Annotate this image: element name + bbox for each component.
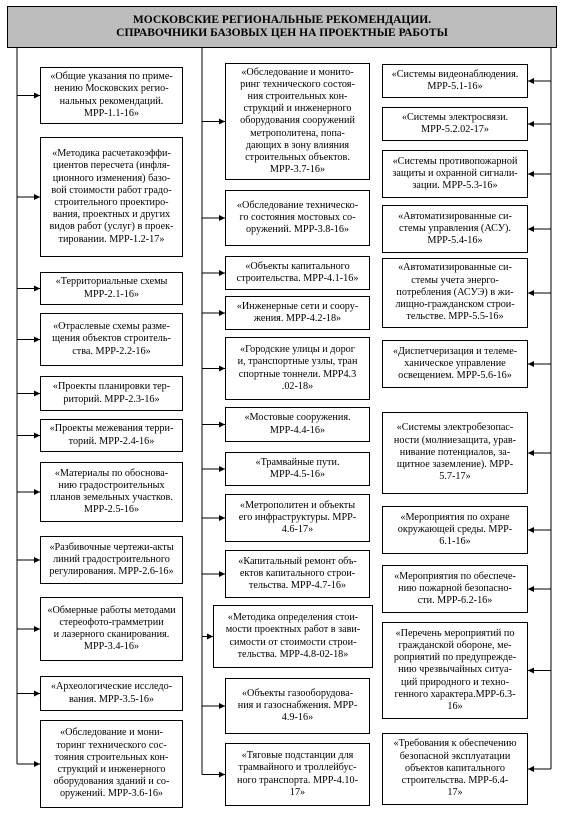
col2-box-9: «Капитальный ремонт объ- ектов капитального строи- тельства. МРР-4.7-16»	[225, 550, 370, 598]
header-title-line2: СПРАВОЧНИКИ БАЗОВЫХ ЦЕН НА ПРОЕКТНЫЕ РАБОТЫ	[116, 27, 448, 39]
arrow-col3-1	[528, 78, 534, 84]
col2-box-4: «Инженерные сети и соору- жения. МРР-4.2-18»	[225, 296, 370, 330]
col1-box-1: «Общие указания по приме- нению Московских регио- нальных рекомендаций. МРР-1.1-16»	[40, 67, 183, 124]
col3-box-10: «Перечень мероприятий по гражданской обороне, ме- роприятий по предупрежде- нию чрезвычайных ситуа- ций природного и техно- генного характера.МРР-6.3- 16»	[382, 622, 528, 719]
col2-box-12: «Тяговые подстанции для трамвайного и троллейбус- ного транспорта. МРР-4.10- 17»	[225, 743, 370, 806]
arrow-col3-4	[528, 226, 534, 232]
arrow-col3-7	[528, 450, 534, 456]
col2-box-3: «Объекты капитального строительства. МРР-4.1-16»	[225, 256, 370, 290]
arrow-col3-9	[528, 586, 534, 592]
col2-box-1: «Обследование и монито- ринг технического состоя- ния строительных кон- струкций и инженерного оборудования сооружений метрополитена, попа- дающих в зону влияния строительных объектов. МРР-3.7-16»	[225, 63, 370, 180]
col2-box-6: «Мостовые сооружения. МРР-4.4-16»	[225, 407, 370, 442]
col1-box-2: «Методика расчетакоэффи- циентов пересчета (инфля- ционного изменения) базо- вой стоимости работ градо- строительного проектиро- вания, проектных и других видов работ (услуг) в проек- тировании. МРР-1.2-17»	[40, 137, 183, 257]
col2-box-8: «Метрополитен и объекты его инфраструктуры. МРР- 4.6-17»	[225, 494, 370, 542]
col1-box-3: «Территориальные схемы МРР-2.1-16»	[40, 272, 183, 305]
col1-box-7: «Материалы по обоснова- нию градостроительных планов земельных участков. МРР-2.5-16»	[40, 462, 183, 522]
arrow-col3-10	[528, 668, 534, 674]
col1-box-5: «Проекты планировки тер- риторий. МРР-2.3-16»	[40, 376, 183, 411]
arrow-col3-5	[528, 290, 534, 296]
col3-box-8: «Мероприятия по охране окружающей среды. МРР- 6.1-16»	[382, 506, 528, 554]
header-title-line1: МОСКОВСКИЕ РЕГИОНАЛЬНЫЕ РЕКОМЕНДАЦИИ.	[132, 14, 432, 26]
col3-box-6: «Диспетчеризация и телеме- ханическое управление освещением. МРР-5.6-16»	[382, 340, 528, 388]
col3-box-4: «Автоматизированные си- стемы управления (АСУ). МРР-5.4-16»	[382, 205, 528, 253]
arrow-col3-8	[528, 527, 534, 533]
col1-box-10: «Археологические исследо- вания. МРР-3.5-16»	[40, 676, 183, 711]
col3-box-7: «Системы электробезопас- ности (молниезащита, урав- нивание потенциалов, за- щитное заземление). МРР- 5.7-17»	[382, 412, 528, 494]
col2-box-7: «Трамвайные пути. МРР-4.5-16»	[225, 452, 370, 486]
col3-box-5: «Автоматизированные си- стемы учета энерго- потребления (АСУЭ) в жи- лищно-гражданском строи- тельстве. МРР-5.5-16»	[382, 258, 528, 328]
col1-box-8: «Разбивочные чертежи-акты линий градостроительного регулирования. МРР-2.6-16»	[40, 536, 183, 584]
col3-box-3: «Системы противопожарной защиты и охранной сигнали- зации. МРР-5.3-16»	[382, 150, 528, 198]
col1-box-6: «Проекты межевания терри- торий. МРР-2.4-16»	[40, 419, 183, 452]
header-box	[7, 6, 557, 48]
arrow-col3-11	[528, 766, 534, 772]
col3-box-11: «Требования к обеспечению безопасной эксплуатации объектов капитального строительства. МРР-6.4- 17»	[382, 733, 528, 805]
arrow-col3-6	[528, 361, 534, 367]
col1-box-11: «Обследование и мони- торинг технического сос- тояния строительных кон- струкций и инженерного оборудования зданий и со- оружений. МРР-3.6-16»	[40, 720, 183, 808]
col1-box-9: «Обмерные работы методами стереофото-грамметрии и лазерного сканирования. МРР-3.4-16»	[40, 597, 183, 661]
arrow-col3-3	[528, 171, 534, 177]
col3-box-1: «Системы видеонаблюдения. МРР-5.1-16»	[382, 64, 528, 98]
col2-box-10: «Методика определения стои- мости проектных работ в зави- симости от стоимости строи- тельства. МРР-4.8-02-18»	[213, 605, 373, 668]
col2-box-11: «Объекты газооборудова- ния и газоснабжения. МРР- 4.9-16»	[225, 678, 370, 734]
col3-box-9: «Мероприятия по обеспече- нию пожарной безопасно- сти. МРР-6.2-16»	[382, 565, 528, 613]
col2-box-2: «Обследование техническо- го состояния мостовых со- оружений. МРР-3.8-16»	[225, 190, 370, 246]
col2-box-5: «Городские улицы и дорог и, транспортные узлы, тран спортные тоннели. МРР4.3 .02-18»	[225, 337, 370, 400]
col1-box-4: «Отраслевые схемы разме- щения объектов строитель- ства. МРР-2.2-16»	[40, 313, 183, 366]
arrow-col3-2	[528, 121, 534, 127]
col3-box-2: «Системы электросвязи. МРР-5.2.02-17»	[382, 107, 528, 141]
